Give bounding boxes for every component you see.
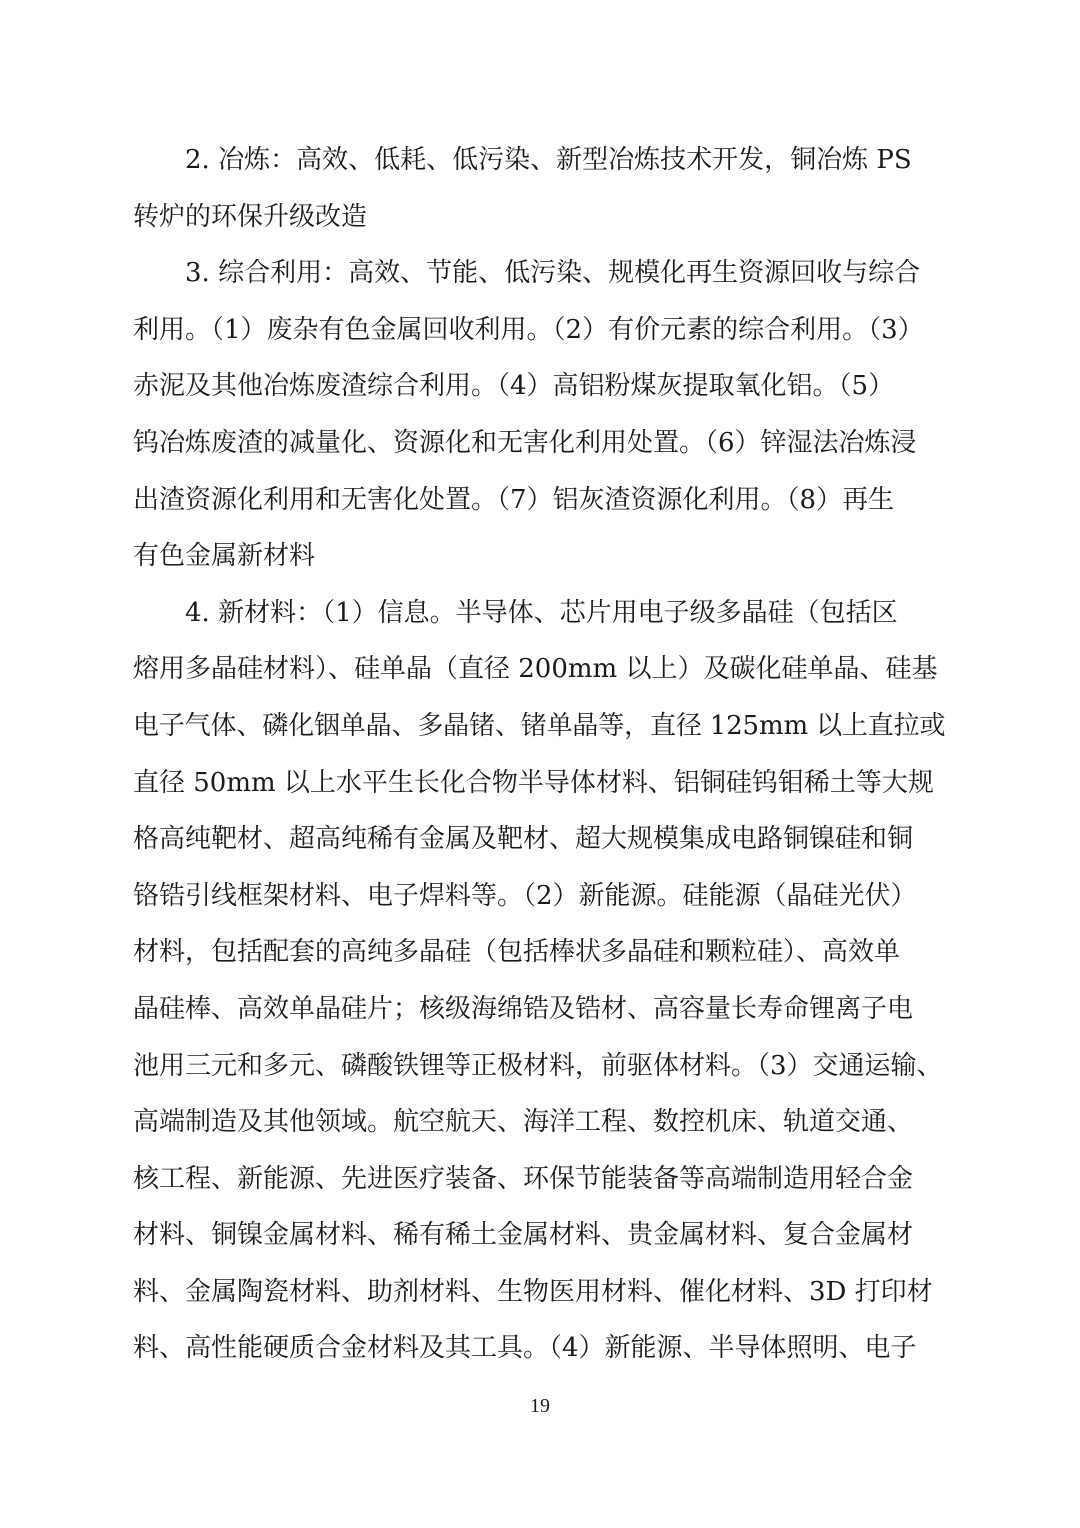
text-line: 格高纯靶材、超高纯稀有金属及靶材、超大规模集成电路铜镍硅和铜 bbox=[133, 824, 914, 855]
text-line: 有色金属新材料 bbox=[133, 541, 316, 572]
text-line: 出渣资源化利用和无害化处置。（7）铝灰渣资源化利用。（8）再生 bbox=[133, 484, 895, 515]
text-line: 池用三元和多元、磷酸铁锂等正极材料，前驱体材料。（3）交通运输、 bbox=[133, 1050, 943, 1081]
text-line: 赤泥及其他冶炼废渣综合利用。（4）高铝粉煤灰提取氧化铝。（5） bbox=[133, 371, 895, 402]
text-line: 4. 新材料：（1）信息。半导体、芯片用电子级多晶硅（包括区 bbox=[185, 597, 898, 628]
text-line: 材料、铜镍金属材料、稀有稀土金属材料、贵金属材料、复合金属材 bbox=[133, 1220, 914, 1251]
text-line: 料、金属陶瓷材料、助剂材料、生物医用材料、催化材料、3D 打印材 bbox=[133, 1276, 933, 1307]
text-line: 转炉的环保升级改造 bbox=[133, 201, 368, 232]
text-line: 材料，包括配套的高纯多晶硅（包括棒状多晶硅和颗粒硅）、高效单 bbox=[133, 937, 901, 968]
text-line: 2. 冶炼：高效、低耗、低污染、新型冶炼技术开发，铜冶炼 PS bbox=[185, 145, 912, 175]
text-line: 钨冶炼废渣的减量化、资源化和无害化利用处置。（6）锌湿法冶炼浸 bbox=[133, 427, 917, 458]
text-line: 核工程、新能源、先进医疗装备、环保节能装备等高端制造用轻合金 bbox=[133, 1163, 914, 1194]
text-line: 3. 综合利用：高效、节能、低污染、规模化再生资源回收与综合 bbox=[185, 258, 921, 289]
text-line: 利用。（1）废杂有色金属回收利用。（2）有价元素的综合利用。（3） bbox=[133, 314, 924, 345]
page-number: 19 bbox=[530, 1395, 550, 1417]
text-line: 晶硅棒、高效单晶硅片；核级海绵锆及锆材、高容量长寿命锂离子电 bbox=[133, 993, 914, 1024]
body-text bbox=[133, 132, 945, 1377]
text-line: 铬锆引线框架材料、电子焊料等。（2）新能源。硅能源（晶硅光伏） bbox=[133, 880, 917, 911]
text-line: 熔用多晶硅材料）、硅单晶（直径 200mm 以上）及碳化硅单晶、硅基 bbox=[133, 654, 938, 685]
text-line: 料、高性能硬质合金材料及其工具。（4）新能源、半导体照明、电子 bbox=[133, 1333, 917, 1364]
text-line: 电子气体、磷化铟单晶、多晶锗、锗单晶等，直径 125mm 以上直拉或 bbox=[133, 710, 946, 741]
text-line: 高端制造及其他领域。航空航天、海洋工程、数控机床、轨道交通、 bbox=[133, 1107, 914, 1138]
text-line: 直径 50mm 以上水平生长化合物半导体材料、铝铜硅钨钼稀土等大规 bbox=[133, 767, 934, 798]
